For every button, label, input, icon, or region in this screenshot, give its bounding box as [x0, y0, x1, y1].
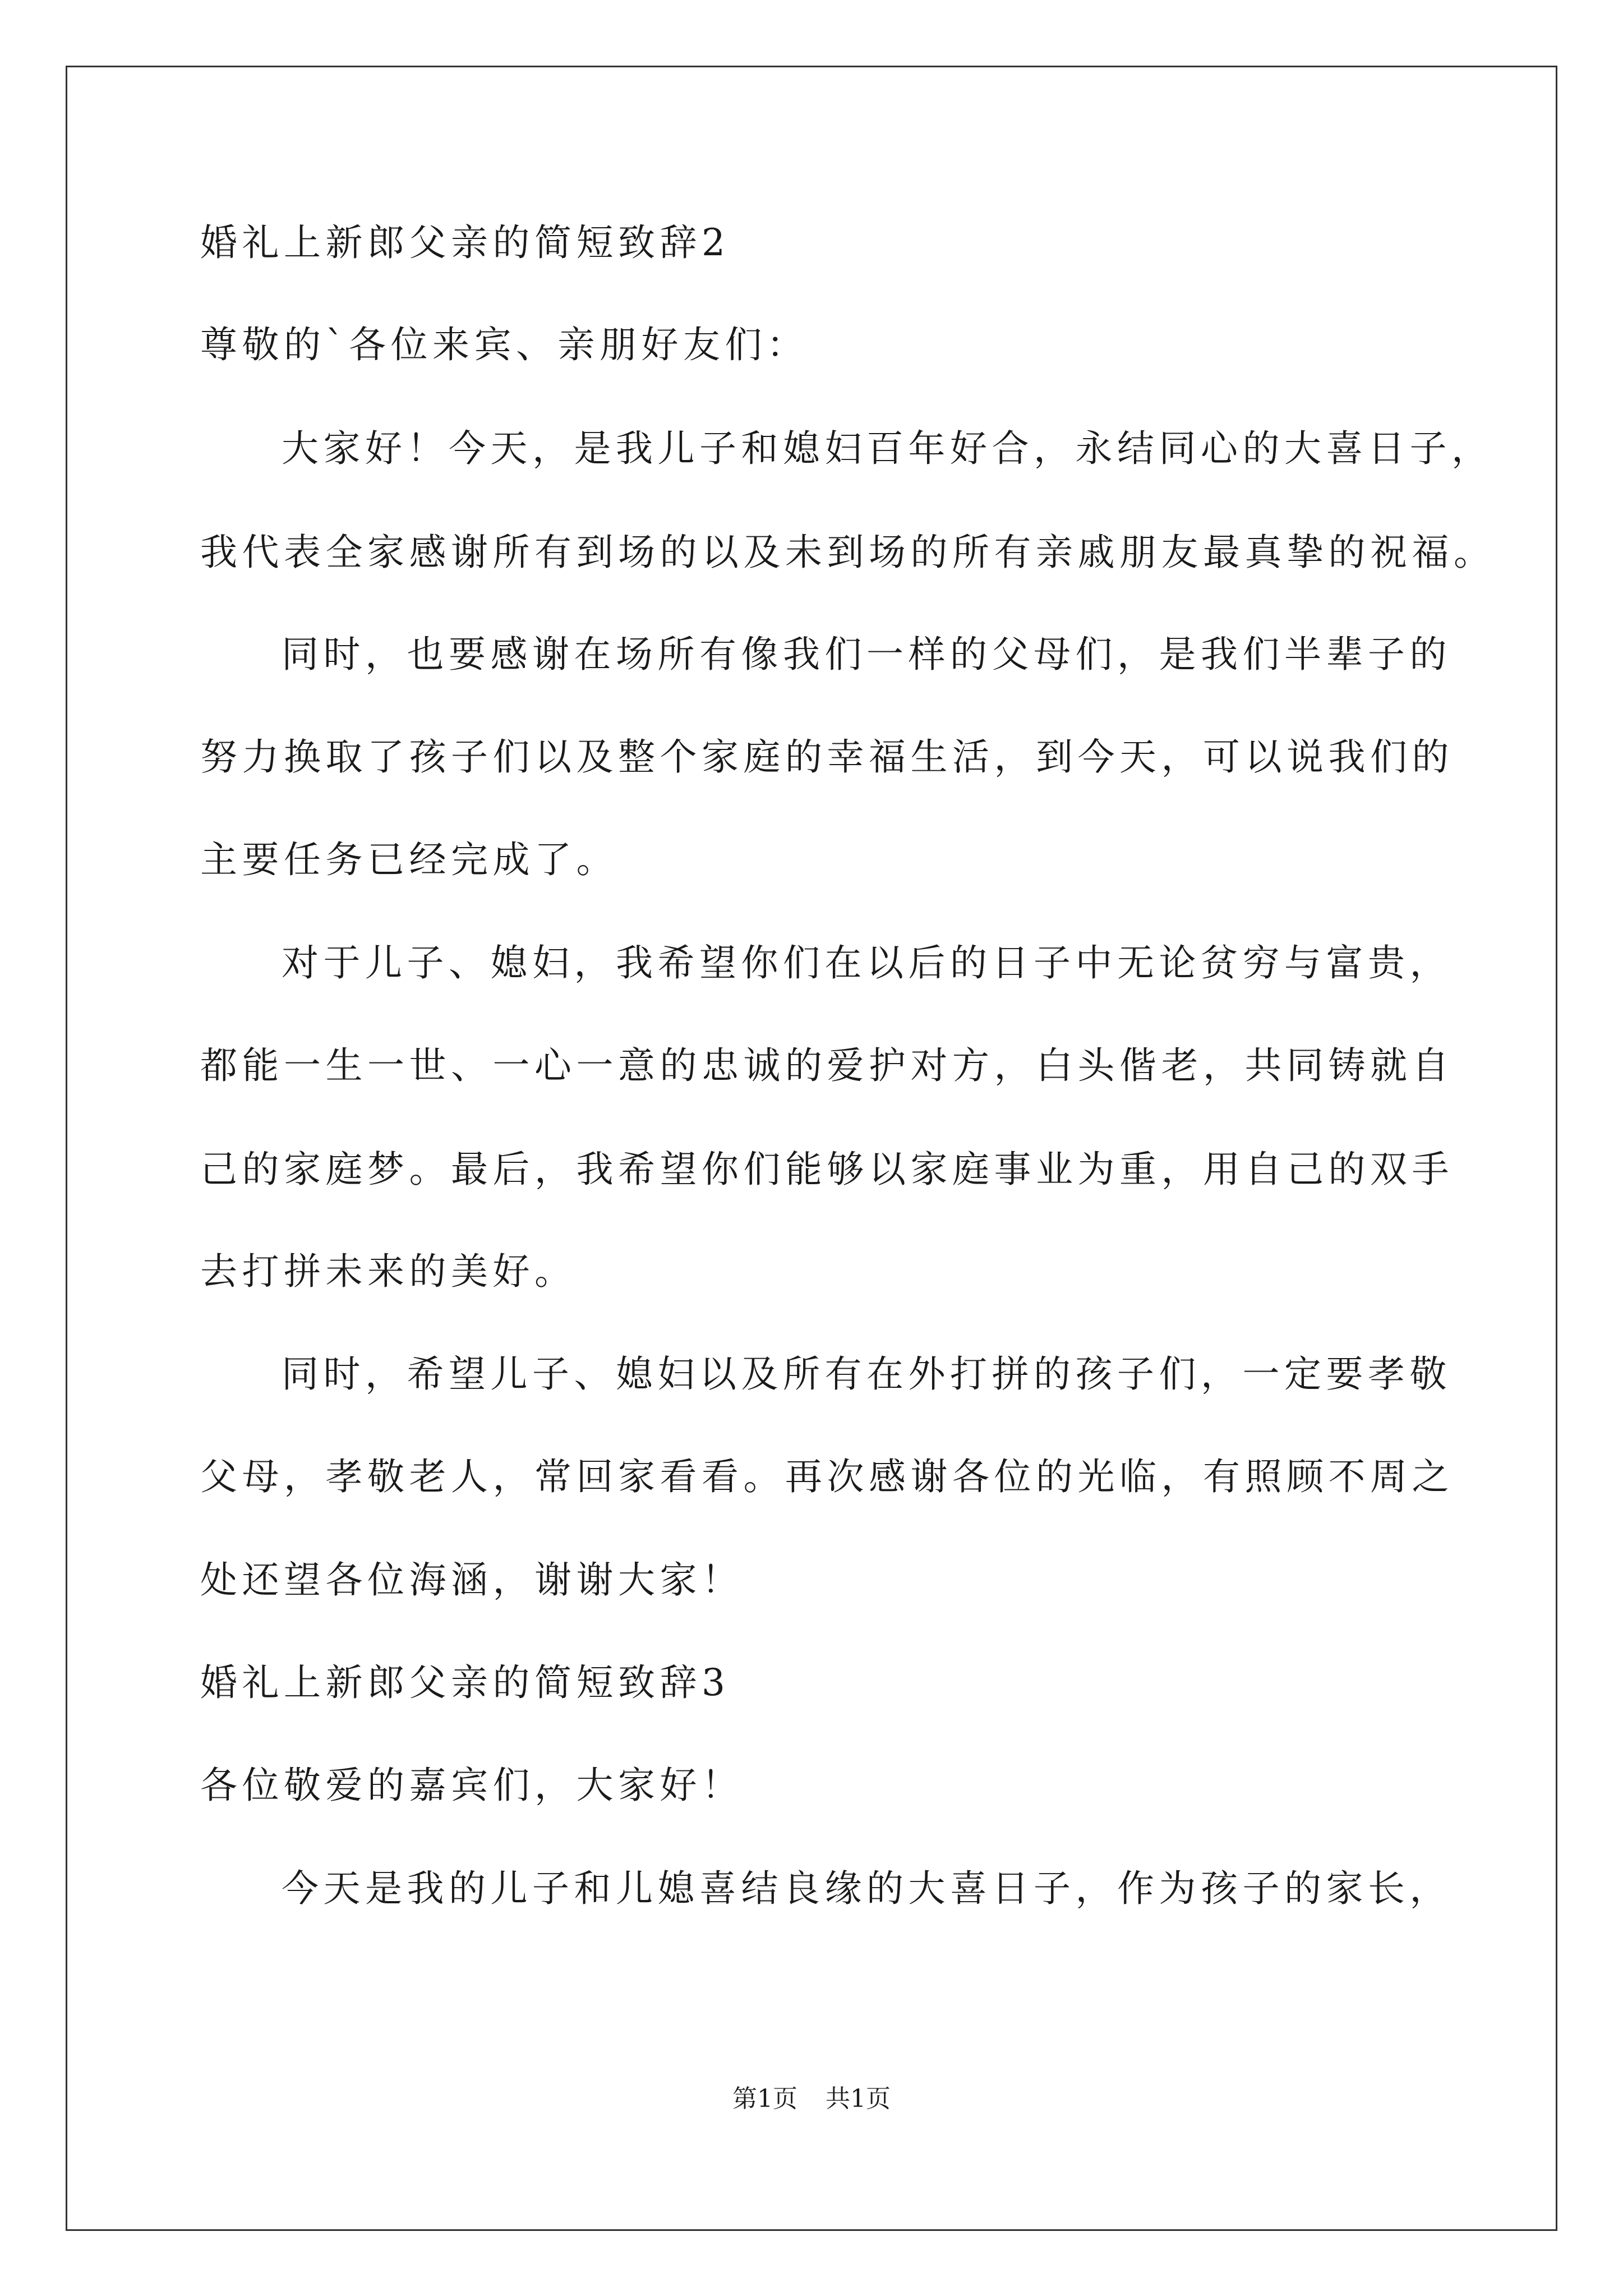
section-heading-3: 婚礼上新郎父亲的简短致辞3	[200, 1661, 730, 1704]
paragraph-line: 己的家庭梦。最后，我希望你们能够以家庭事业为重，用自己的双手	[200, 1148, 1454, 1191]
paragraph-line: 大家好！今天，是我儿子和媳妇百年好合，永结同心的大喜日子，	[282, 427, 1493, 470]
paragraph-line: 对于儿子、媳妇，我希望你们在以后的日子中无论贫穷与富贵，	[282, 941, 1451, 984]
paragraph-line: 去打拼未来的美好。	[200, 1250, 577, 1293]
paragraph-line: 努力换取了孩子们以及整个家庭的幸福生活，到今天，可以说我们的	[200, 735, 1454, 779]
page-total: 共1页	[826, 2085, 891, 2113]
paragraph-line: 都能一生一世、一心一意的忠诚的爱护对方，白头偕老，共同铸就自	[200, 1044, 1454, 1087]
paragraph-line: 处还望各位海涵，谢谢大家！	[200, 1558, 744, 1602]
page-number: 第1页	[732, 2085, 797, 2113]
paragraph-line: 同时，也要感谢在场所有像我们一样的父母们，是我们半辈子的	[282, 633, 1451, 676]
paragraph-line: 父母，孝敬老人，常回家看看。再次感谢各位的光临，有照顾不周之	[200, 1455, 1454, 1498]
paragraph-line: 我代表全家感谢所有到场的以及未到场的所有亲戚朋友最真挚的祝福。	[200, 531, 1496, 574]
page-footer	[0, 2082, 1623, 2116]
salutation: 各位敬爱的嘉宾们，大家好！	[200, 1764, 744, 1807]
paragraph-line: 主要任务已经完成了。	[200, 838, 618, 881]
salutation: 尊敬的`各位来宾、亲朋好友们：	[200, 323, 809, 366]
paragraph-line: 今天是我的儿子和儿媳喜结良缘的大喜日子，作为孩子的家长，	[282, 1867, 1451, 1910]
section-heading-2: 婚礼上新郎父亲的简短致辞2	[200, 221, 730, 264]
paragraph-line: 同时，希望儿子、媳妇以及所有在外打拼的孩子们，一定要孝敬	[282, 1352, 1451, 1396]
